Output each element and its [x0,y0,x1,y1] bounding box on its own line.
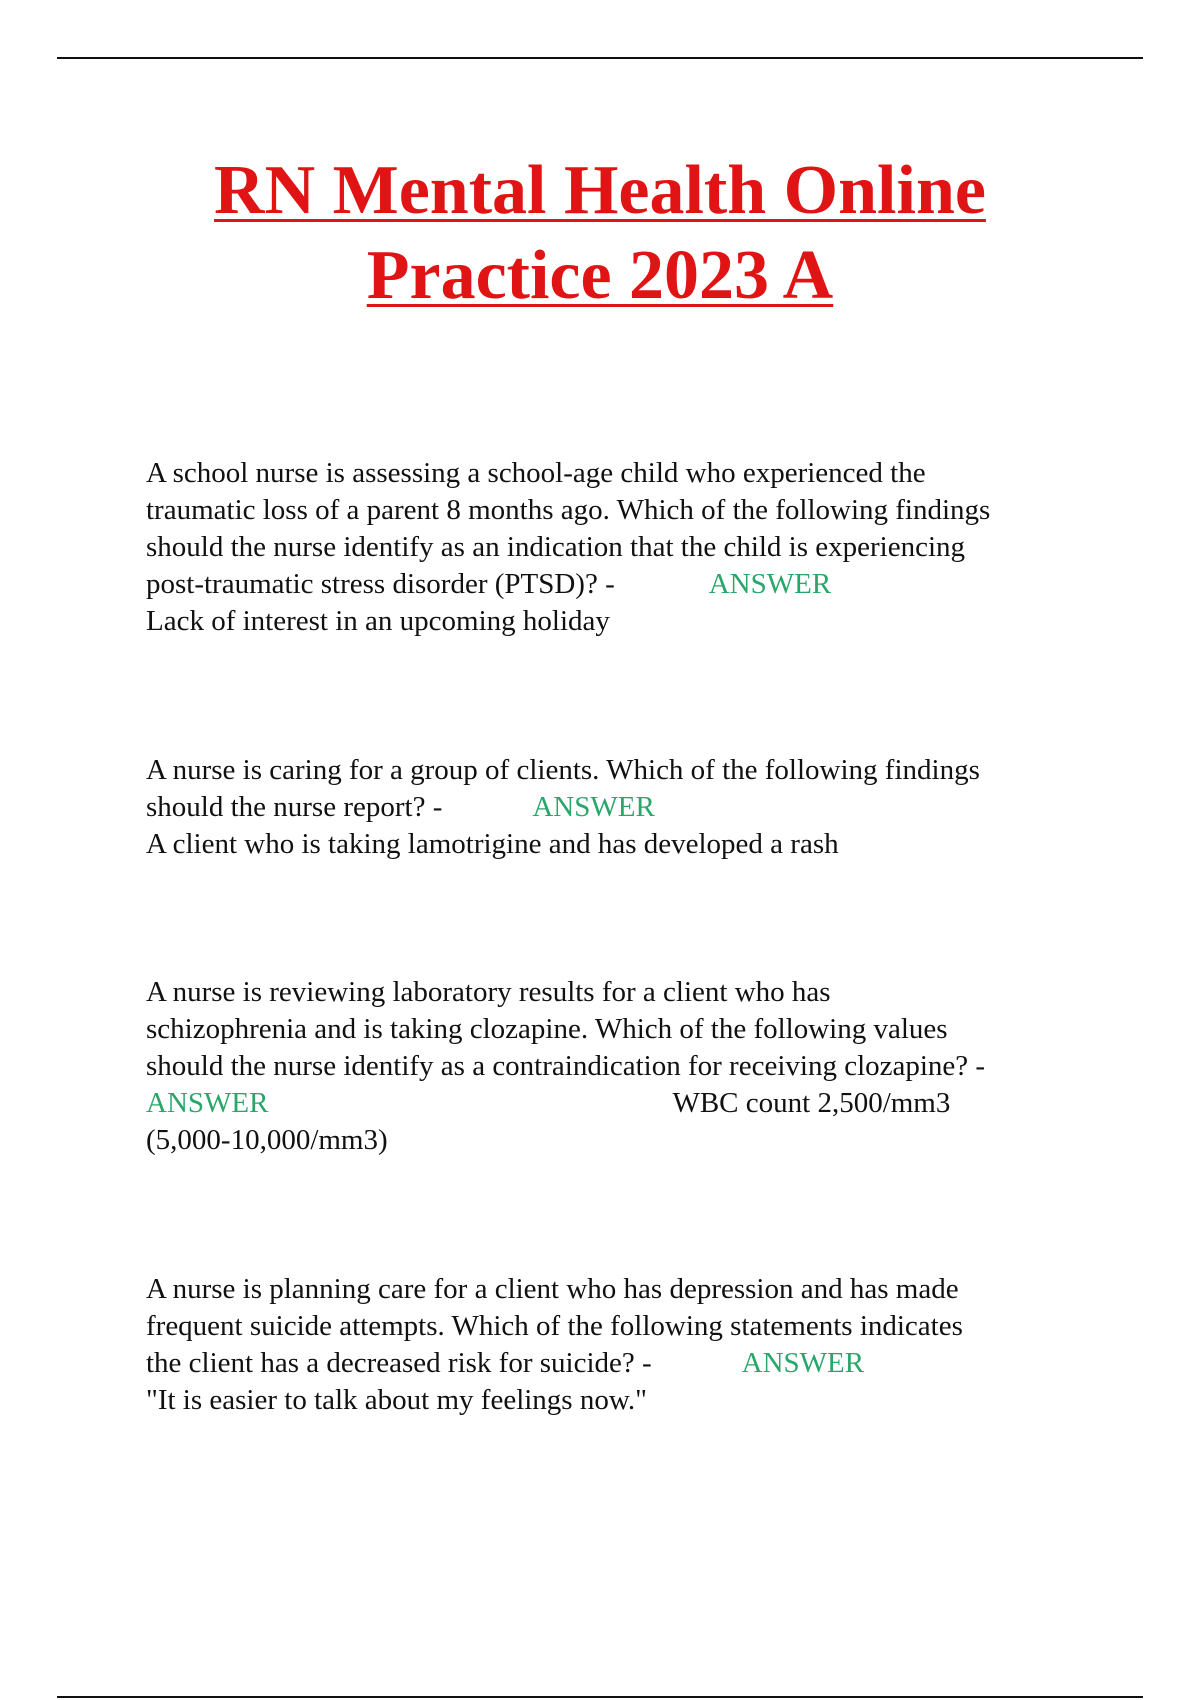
question-3-answer-label: ANSWER [146,1087,269,1119]
question-1-answer: Lack of interest in an upcoming holiday [146,605,610,637]
question-3-line-4 [146,1085,1106,1122]
top-rule [57,57,1143,59]
bottom-rule [57,1696,1143,1698]
question-1-line-1: A school nurse is assessing a school-age child who experienced the [146,457,926,489]
question-4-line-2: frequent suicide attempts. Which of the following statements indicates [146,1310,963,1342]
question-3-line-3: should the nurse identify as a contraindication for receiving clozapine? - [146,1050,986,1082]
question-3-line-1: A nurse is reviewing laboratory results for a client who has [146,976,831,1008]
question-block-2 [146,752,1106,863]
question-3-line-2: schizophrenia and is taking clozapine. Which of the following values [146,1013,948,1045]
question-4-text-end: the client has a decreased risk for suicide? - [146,1347,652,1379]
question-3-answer-part-1: WBC count 2,500/mm3 [672,1087,951,1119]
question-block-1 [146,455,1106,640]
question-4-answer-label: ANSWER [741,1347,865,1379]
title-line-2: Practice 2023 A [366,237,834,314]
question-2-answer-label: ANSWER [532,791,655,823]
question-block-3 [146,974,1106,1159]
document-title [0,148,1200,318]
question-4-line-1: A nurse is planning care for a client who has depression and has made [146,1273,959,1305]
question-2-line-1: A nurse is caring for a group of clients. Which of the following findings [146,754,980,786]
question-1-line-3: should the nurse identify as an indication that the child is experiencing [146,531,966,563]
question-2-line-2 [146,789,1106,826]
question-block-4 [146,1271,1106,1419]
question-1-answer-label: ANSWER [708,568,832,600]
question-4-answer: "It is easier to talk about my feelings now." [146,1384,647,1416]
question-3-answer-part-2: (5,000-10,000/mm3) [146,1124,388,1156]
question-2-text-end: should the nurse report? - [146,791,443,823]
question-1-line-4 [146,566,1106,603]
question-1-line-2: traumatic loss of a parent 8 months ago. Which of the following findings [146,494,991,526]
question-2-answer: A client who is taking lamotrigine and has developed a rash [146,828,839,860]
title-line-1: RN Mental Health Online [214,152,986,229]
question-4-line-3 [146,1345,1106,1382]
question-1-text-end: post-traumatic stress disorder (PTSD)? - [146,568,615,600]
